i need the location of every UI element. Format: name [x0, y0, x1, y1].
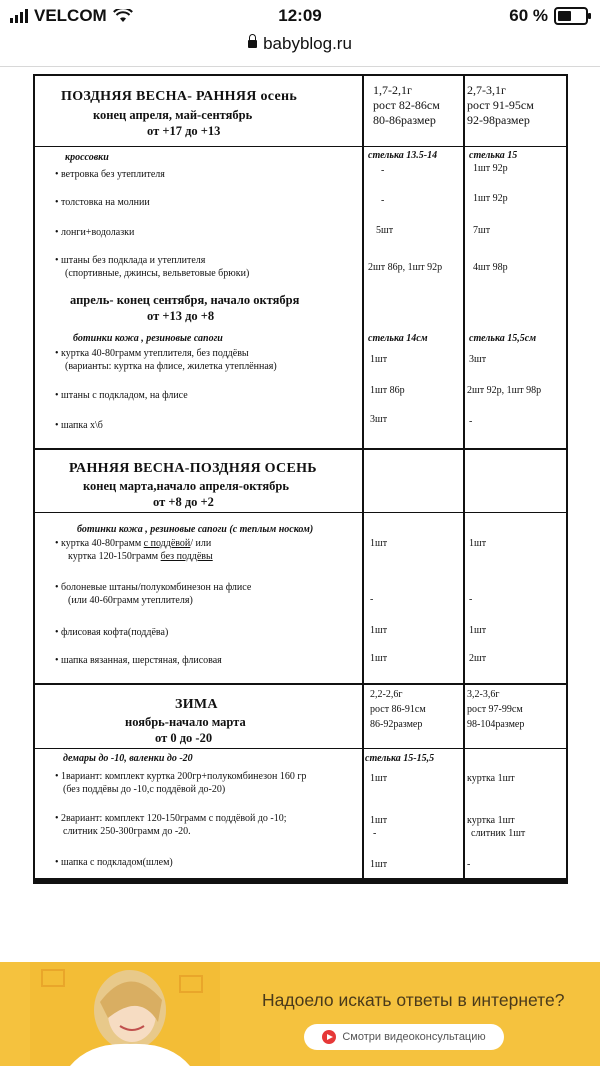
item-label: • 1вариант: комплект куртка 200гр+полукомбинезон 160 гр	[55, 770, 306, 783]
col2-size: 92-98размер	[467, 113, 530, 127]
item-col2: 3шт	[469, 354, 487, 365]
item-col1: -	[370, 594, 374, 605]
item-col1: 1шт	[370, 653, 388, 664]
item-label: • куртка 40-80грамм утеплителя, без поддёвы	[55, 347, 249, 360]
item-col1: 1шт 86р	[370, 385, 405, 396]
item-col1: 3шт	[370, 414, 388, 425]
section-subtitle: ноябрь-начало марта	[125, 715, 246, 729]
ad-headline: Надоело искать ответы в интернете?	[262, 990, 565, 1010]
item-col2: 1шт 92р	[473, 193, 508, 204]
shoes-note: ботинки кожа , резиновые сапоги (с теплым носком)	[77, 524, 314, 535]
item-label-line2: (или 40-60грамм утеплителя)	[68, 595, 193, 606]
item-label-line2: куртка 120-150грамм без поддёвы	[68, 551, 213, 562]
item-col2: 2шт 92р, 1шт 98р	[467, 385, 542, 396]
battery-percent: 60 %	[509, 6, 548, 25]
item-label: • флисовая кофта(поддёва)	[55, 626, 168, 639]
shoes-note: демары до -10, валенки до -20	[63, 753, 193, 764]
row-divider	[35, 748, 566, 749]
section-divider	[35, 448, 566, 450]
item-label: • штаны без подклада и утеплителя	[55, 254, 205, 267]
item-col2: -	[467, 859, 471, 870]
col1-height: рост 86-91см	[370, 704, 426, 715]
item-col2: 4шт 98р	[473, 262, 508, 273]
subsection-temp: от +13 до +8	[147, 309, 215, 323]
url-text: babyblog.ru	[263, 34, 352, 53]
item-label-line2: (без поддёвы до -10,с поддёвой до-20)	[63, 784, 226, 795]
divider	[0, 66, 600, 67]
col2-age: 3,2-3,6г	[467, 689, 500, 700]
item-col2: 2шт	[469, 653, 487, 664]
item-col2-line2: слитник 1шт	[471, 828, 526, 839]
section-temp: от +17 до +13	[147, 124, 221, 138]
section-divider	[35, 683, 566, 685]
shoes-note: ботинки кожа , резиновые сапоги	[73, 333, 223, 344]
column-divider	[362, 76, 364, 878]
item-label-line2: слитник 250-300грамм до -20.	[63, 826, 191, 837]
ad-cta-label: Смотри видеоконсультацию	[342, 1031, 486, 1043]
col2-height: рост 91-95см	[467, 98, 534, 112]
item-col2: 1шт	[469, 538, 487, 549]
clock: 12:09	[278, 6, 322, 25]
item-col2: куртка 1шт	[467, 815, 515, 826]
section-subtitle: конец апреля, май-сентябрь	[93, 108, 253, 122]
item-col2: 1шт	[469, 625, 487, 636]
section-subtitle: конец марта,начало апреля-октябрь	[83, 479, 289, 493]
item-col1: 1шт	[370, 538, 388, 549]
table-bottom-edge	[33, 880, 568, 884]
item-col2: -	[469, 416, 473, 427]
item-col1: 1шт	[370, 815, 388, 826]
col1-insole: стелька 15-15,5	[365, 753, 435, 764]
item-col1: -	[381, 165, 385, 176]
ad-banner[interactable]	[0, 962, 600, 1066]
item-label: • толстовка на молнии	[55, 196, 150, 209]
col1-insole: стелька 13.5-14	[368, 150, 438, 161]
item-col1: 1шт	[370, 859, 388, 870]
lock-icon	[248, 40, 257, 48]
item-label: • шапка вязанная, шерстяная, флисовая	[55, 654, 222, 667]
item-col1: -	[381, 195, 385, 206]
section-temp: от 0 до -20	[155, 731, 213, 745]
item-col1: 1шт	[370, 354, 388, 365]
item-col1: 1шт	[370, 773, 388, 784]
col2-height: рост 97-99см	[467, 704, 523, 715]
item-col2: -	[469, 594, 473, 605]
item-label: • шапка с подкладом(шлем)	[55, 856, 173, 869]
col1-height: рост 82-86см	[373, 98, 440, 112]
item-label-line2: (спортивные, джинсы, вельветовые брюки)	[65, 268, 250, 279]
col2-insole: стелька 15	[469, 150, 518, 161]
col1-insole: стелька 14см	[368, 333, 428, 344]
carrier-label: VELCOM	[34, 6, 107, 25]
col1-age: 1,7-2,1г	[373, 83, 412, 97]
shoes-note: кроссовки	[65, 152, 109, 163]
address-bar[interactable]	[0, 34, 600, 62]
item-col2: 7шт	[473, 225, 491, 236]
item-col1-line2: -	[373, 828, 377, 839]
item-label-line2: (варианты: куртка на флисе, жилетка утеплённая)	[65, 361, 277, 372]
col2-size: 98-104размер	[467, 719, 525, 730]
section-title: ПОЗДНЯЯ ВЕСНА- РАННЯЯ осень	[61, 89, 298, 104]
item-label: • лонги+водолазки	[55, 226, 134, 239]
item-label: • 2вариант: комплект 120-150грамм с поддёвой до -10;	[55, 812, 287, 825]
item-col2: куртка 1шт	[467, 773, 515, 784]
item-label: • куртка 40-80грамм с поддёвой/ или	[55, 537, 211, 550]
battery-fill	[558, 11, 571, 21]
battery-icon	[554, 7, 588, 25]
col2-insole: стелька 15,5см	[469, 333, 537, 344]
ad-cta-button[interactable]	[304, 1024, 504, 1050]
item-col2: 1шт 92р	[473, 163, 508, 174]
item-label: • болоневые штаны/полукомбинезон на флисе	[55, 581, 251, 594]
item-label: • ветровка без утеплителя	[55, 168, 165, 181]
section-title: РАННЯЯ ВЕСНА-ПОЗДНЯЯ ОСЕНЬ	[69, 461, 317, 476]
item-label: • штаны с подкладом, на флисе	[55, 389, 188, 402]
col2-age: 2,7-3,1г	[467, 83, 506, 97]
clothing-table	[33, 74, 568, 880]
subsection-title: апрель- конец сентября, начало октября	[70, 293, 300, 307]
item-col1: 2шт 86р, 1шт 92р	[368, 262, 443, 273]
col1-age: 2,2-2,6г	[370, 689, 403, 700]
col1-size: 80-86размер	[373, 113, 436, 127]
row-divider	[35, 512, 566, 513]
row-divider	[35, 146, 566, 147]
item-label: • шапка х\б	[55, 419, 103, 432]
col1-size: 86-92размер	[370, 719, 423, 730]
item-col1: 5шт	[376, 225, 394, 236]
column-divider	[463, 76, 465, 878]
section-title: ЗИМА	[175, 697, 218, 712]
play-icon	[322, 1030, 336, 1044]
item-col1: 1шт	[370, 625, 388, 636]
section-temp: от +8 до +2	[153, 495, 214, 509]
status-bar	[0, 0, 600, 34]
woman-photo-icon	[30, 962, 220, 1066]
